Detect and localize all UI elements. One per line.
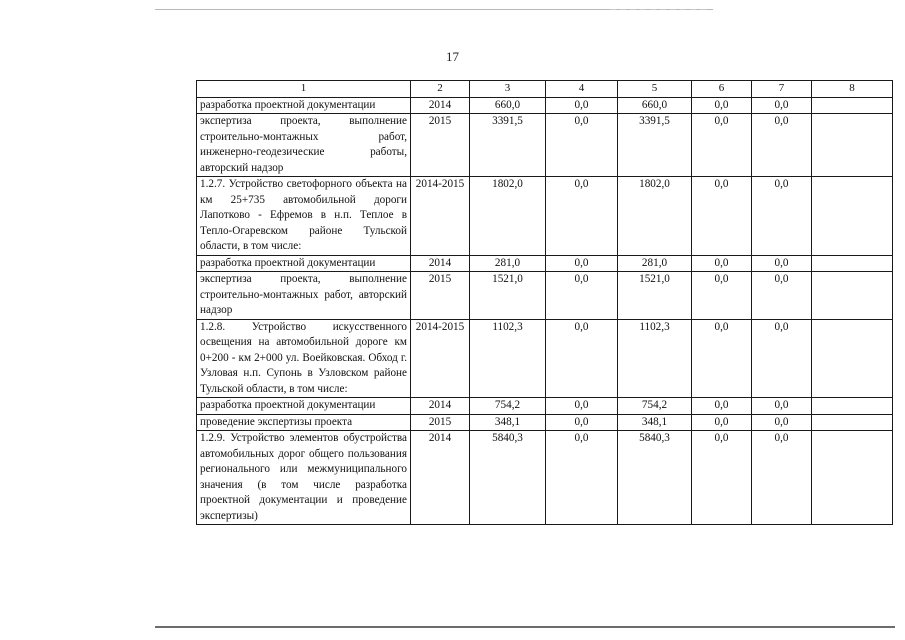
row-value-col5-cell: 3391,5 [618, 114, 692, 177]
row-value-col3-cell: 1102,3 [470, 319, 546, 398]
row-value-col4-cell: 0,0 [546, 431, 618, 525]
row-value-col7-cell: 0,0 [752, 255, 812, 272]
row-period-cell: 2014 [411, 431, 470, 525]
row-value-col3-cell: 348,1 [470, 414, 546, 431]
row-value-col6-cell: 0,0 [692, 398, 752, 415]
row-description-cell: 1.2.8. Устройство искусственного освещения на автомобильной дороге км 0+200 - км 2+000 ул. Воейковская. Обход г. Узловая н.п. Супонь в Узловском районе Тульской области, в том числе: [197, 319, 411, 398]
row-value-col3-cell: 3391,5 [470, 114, 546, 177]
column-header: 6 [692, 81, 752, 98]
column-header: 4 [546, 81, 618, 98]
row-value-col4-cell: 0,0 [546, 97, 618, 114]
row-description-cell: проведение экспертизы проекта [197, 414, 411, 431]
row-description-cell: разработка проектной документации [197, 97, 411, 114]
row-value-col4-cell: 0,0 [546, 319, 618, 398]
row-value-col7-cell: 0,0 [752, 398, 812, 415]
row-value-col7-cell: 0,0 [752, 114, 812, 177]
page-number: 17 [446, 49, 459, 64]
row-value-col8-cell [812, 398, 893, 415]
row-value-col3-cell: 1802,0 [470, 177, 546, 256]
row-value-col5-cell: 5840,3 [618, 431, 692, 525]
table-row [197, 431, 893, 525]
row-value-col6-cell: 0,0 [692, 319, 752, 398]
row-value-col7-cell: 0,0 [752, 431, 812, 525]
column-header: 1 [197, 81, 411, 98]
row-period-cell: 2014-2015 [411, 177, 470, 256]
row-value-col3-cell: 754,2 [470, 398, 546, 415]
row-description-cell: 1.2.9. Устройство элементов обустройства автомобильных дорог общего пользования регионального или межмуниципального значения (в том числе разработка проектной документации и проведение экспертизы) [197, 431, 411, 525]
column-header: 8 [812, 81, 893, 98]
row-description-cell: экспертиза проекта, выполнение строительно-монтажных работ, авторский надзор [197, 272, 411, 320]
table-row [197, 414, 893, 431]
row-value-col7-cell: 0,0 [752, 272, 812, 320]
row-value-col8-cell [812, 272, 893, 320]
row-description-cell: 1.2.7. Устройство светофорного объекта на км 25+735 автомобильной дороги Лапотково - Ефремов в н.п. Теплое в Тепло-Огаревском районе Тульской области, в том числе: [197, 177, 411, 256]
row-value-col3-cell: 281,0 [470, 255, 546, 272]
row-period-cell: 2014 [411, 97, 470, 114]
row-value-col7-cell: 0,0 [752, 97, 812, 114]
scan-top-rule-dashed [610, 9, 710, 10]
row-value-col5-cell: 1802,0 [618, 177, 692, 256]
row-value-col6-cell: 0,0 [692, 272, 752, 320]
row-value-col5-cell: 1521,0 [618, 272, 692, 320]
row-value-col6-cell: 0,0 [692, 97, 752, 114]
row-value-col8-cell [812, 114, 893, 177]
row-value-col8-cell [812, 431, 893, 525]
row-value-col4-cell: 0,0 [546, 114, 618, 177]
column-header: 7 [752, 81, 812, 98]
column-header-row [197, 81, 893, 98]
row-value-col4-cell: 0,0 [546, 177, 618, 256]
table-row [197, 255, 893, 272]
row-value-col6-cell: 0,0 [692, 114, 752, 177]
row-value-col5-cell: 281,0 [618, 255, 692, 272]
row-value-col3-cell: 660,0 [470, 97, 546, 114]
row-value-col8-cell [812, 414, 893, 431]
row-value-col7-cell: 0,0 [752, 177, 812, 256]
table-row [197, 272, 893, 320]
row-value-col8-cell [812, 97, 893, 114]
row-period-cell: 2015 [411, 414, 470, 431]
row-value-col5-cell: 754,2 [618, 398, 692, 415]
column-header: 5 [618, 81, 692, 98]
table-row [197, 319, 893, 398]
row-period-cell: 2015 [411, 114, 470, 177]
row-value-col7-cell: 0,0 [752, 319, 812, 398]
row-value-col5-cell: 348,1 [618, 414, 692, 431]
row-value-col4-cell: 0,0 [546, 255, 618, 272]
row-period-cell: 2014 [411, 398, 470, 415]
table-row [197, 398, 893, 415]
budget-table [196, 80, 893, 525]
row-period-cell: 2015 [411, 272, 470, 320]
table-row [197, 97, 893, 114]
row-value-col4-cell: 0,0 [546, 414, 618, 431]
row-value-col7-cell: 0,0 [752, 414, 812, 431]
row-value-col6-cell: 0,0 [692, 414, 752, 431]
row-value-col6-cell: 0,0 [692, 177, 752, 256]
row-value-col6-cell: 0,0 [692, 431, 752, 525]
row-value-col8-cell [812, 319, 893, 398]
column-header: 3 [470, 81, 546, 98]
row-description-cell: экспертиза проекта, выполнение строительно-монтажных работ, инженерно-геодезические работы, авторский надзор [197, 114, 411, 177]
row-period-cell: 2014 [411, 255, 470, 272]
row-value-col3-cell: 5840,3 [470, 431, 546, 525]
column-header: 2 [411, 81, 470, 98]
row-value-col8-cell [812, 177, 893, 256]
row-value-col4-cell: 0,0 [546, 398, 618, 415]
table-row [197, 177, 893, 256]
row-description-cell: разработка проектной документации [197, 255, 411, 272]
row-value-col3-cell: 1521,0 [470, 272, 546, 320]
table-row [197, 114, 893, 177]
row-period-cell: 2014-2015 [411, 319, 470, 398]
row-value-col8-cell [812, 255, 893, 272]
row-description-cell: разработка проектной документации [197, 398, 411, 415]
row-value-col4-cell: 0,0 [546, 272, 618, 320]
row-value-col6-cell: 0,0 [692, 255, 752, 272]
row-value-col5-cell: 660,0 [618, 97, 692, 114]
row-value-col5-cell: 1102,3 [618, 319, 692, 398]
scan-bottom-rule [155, 626, 895, 628]
